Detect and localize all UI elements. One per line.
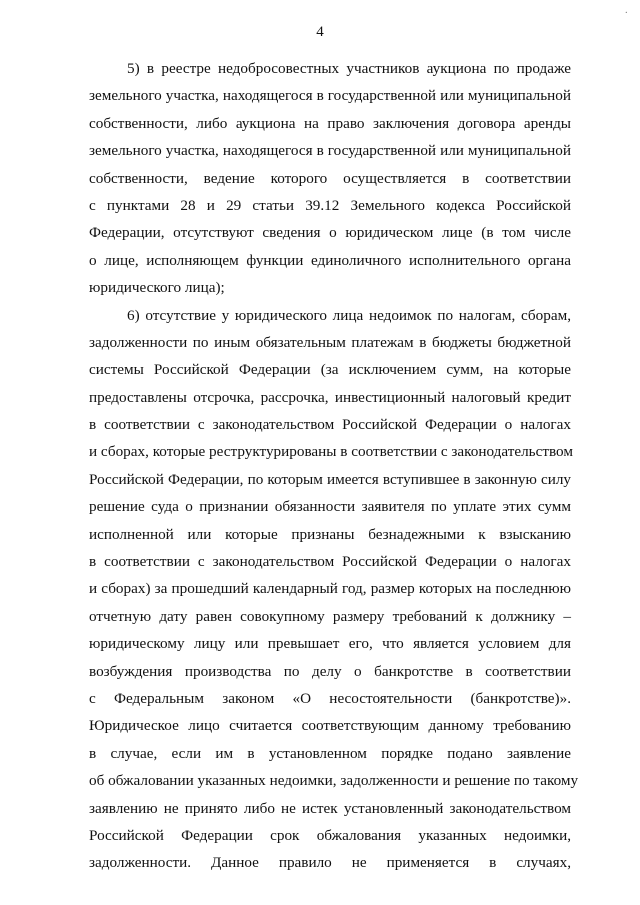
text-line: возбуждения производства по делу о банкротстве в соответствии xyxy=(89,662,571,680)
page-number: 4 xyxy=(316,24,324,40)
text-line: решение суда о признании обязанности заявителя по уплате этих сумм xyxy=(89,498,571,516)
text-line: Российской Федерации срок обжалования указанных недоимки, xyxy=(89,826,571,844)
text-line: задолженности по иным обязательным платежам в бюджеты бюджетной xyxy=(89,333,571,351)
text-line: и сборах) за прошедший календарный год, размер которых на последнюю xyxy=(89,580,571,598)
text-line: Федерации, отсутствуют сведения о юридическом лице (в том числе xyxy=(89,224,571,242)
text-line: собственности, ведение которого осуществляется в соответствии xyxy=(89,169,571,187)
text-line: предоставлены отсрочка, рассрочка, инвестиционный налоговый кредит xyxy=(89,388,571,406)
text-line: в соответствии с законодательством Российской Федерации о налогах xyxy=(89,416,571,434)
text-line: с Федеральным законом «О несостоятельности (банкротстве)». xyxy=(89,689,571,707)
body-text xyxy=(89,55,579,877)
text-line: задолженности. Данное правило не применяется в случаях, xyxy=(89,854,571,872)
text-line: с пунктами 28 и 29 статьи 39.12 Земельного кодекса Российской xyxy=(89,196,571,214)
text-line: юридического лица); xyxy=(89,279,225,297)
text-line: юридическому лицу или превышает его, что является условием для xyxy=(89,635,571,653)
text-line: отчетную дату равен совокупному размеру требований к должнику – xyxy=(89,607,571,625)
text-line: заявлению не принято либо не истек установленный законодательством xyxy=(89,799,571,817)
text-line: 6) отсутствие у юридического лица недоимок по налогам, сборам, xyxy=(127,306,571,324)
text-line: в соответствии с законодательством Российской Федерации о налогах xyxy=(89,553,571,571)
text-line: о лице, исполняющем функции единоличного исполнительного органа xyxy=(89,251,571,269)
text-line: Российской Федерации, по которым имеется вступившее в законную силу xyxy=(89,470,571,488)
text-line: земельного участка, находящегося в государственной или муниципальной xyxy=(89,142,571,160)
text-line: в случае, если им в установленном порядке подано заявление xyxy=(89,744,571,762)
corner-mark: · xyxy=(624,8,628,19)
text-line: собственности, либо аукциона на право заключения договора аренды xyxy=(89,114,571,132)
text-line: Юридическое лицо считается соответствующим данному требованию xyxy=(89,717,571,735)
text-line: 5) в реестре недобросовестных участников аукциона по продаже xyxy=(127,60,571,77)
text-line: системы Российской Федерации (за исключением сумм, на которые xyxy=(89,361,571,379)
text-line: земельного участка, находящегося в государственной или муниципальной xyxy=(89,87,571,105)
text-line: исполненной или которые признаны безнадежными к взысканию xyxy=(89,525,571,543)
text-line: об обжаловании указанных недоимки, задолженности и решение по такому xyxy=(89,772,579,790)
text-line: и сборах, которые реструктурированы в соответствии с законодательством xyxy=(89,443,573,461)
